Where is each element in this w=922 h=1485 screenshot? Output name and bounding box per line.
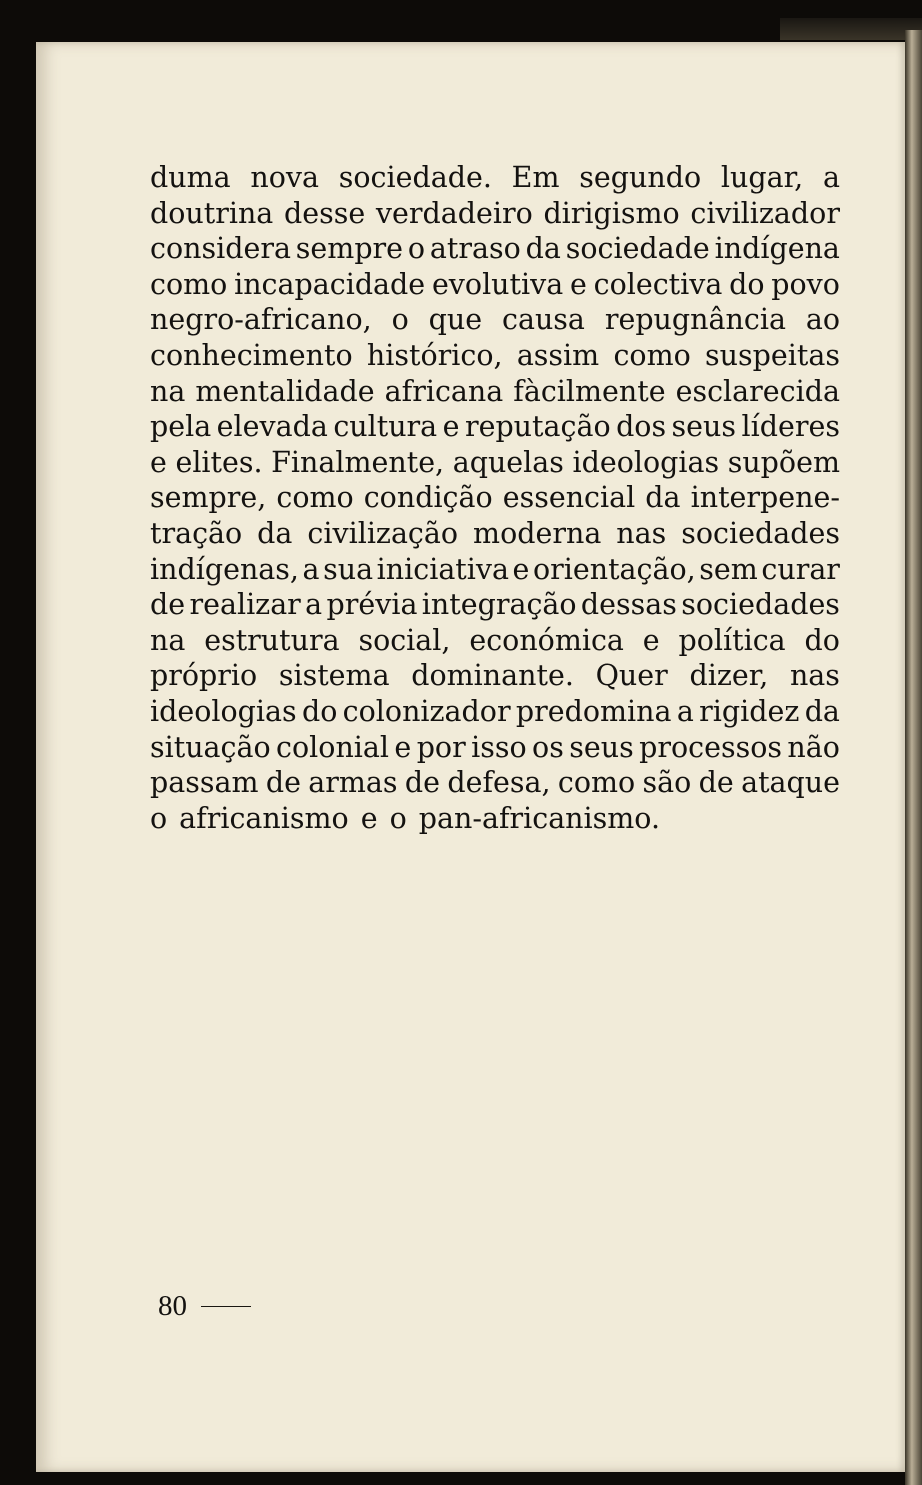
text-line: ideologias do colonizador predomina a rigidez da: [150, 694, 840, 728]
text-line: na mentalidade africana fàcilmente esclarecida: [150, 374, 840, 408]
text-line: indígenas, a sua iniciativa e orientação, sem curar: [150, 552, 840, 586]
page-number: 80: [158, 1290, 187, 1322]
page-footer: [158, 1290, 251, 1323]
text-line: na estrutura social, económica e política do: [150, 623, 840, 657]
text-line: próprio sistema dominante. Quer dizer, nas: [150, 659, 840, 693]
footer-rule: [201, 1306, 251, 1308]
text-line: como incapacidade evolutiva e colectiva do povo: [150, 267, 840, 301]
text-line: sempre, como condição essencial da interpene-: [150, 481, 840, 515]
text-line: considera sempre o atraso da sociedade indígena: [150, 232, 840, 266]
text-line: tração da civilização moderna nas sociedades: [150, 516, 840, 550]
text-line: duma nova sociedade. Em segundo lugar, a: [150, 161, 840, 194]
text-line: conhecimento histórico, assim como suspeitas: [150, 338, 840, 372]
text-line: de realizar a prévia integração dessas sociedades: [150, 588, 840, 622]
text-line: passam de armas de defesa, como são de ataque: [150, 766, 840, 800]
book-shadow-top: [780, 18, 922, 40]
text-line: negro-africano, o que causa repugnância ao: [150, 303, 840, 337]
text-line: o africanismo e o pan-africanismo.: [150, 801, 661, 835]
text-line: situação colonial e por isso os seus processos não: [150, 730, 840, 764]
text-line: pela elevada cultura e reputação dos seus líderes: [150, 410, 840, 444]
book-page-edge: [905, 30, 922, 1485]
text-line: doutrina desse verdadeiro dirigismo civilizador: [150, 196, 840, 230]
text-line: e elites. Finalmente, aquelas ideologias supõem: [150, 445, 840, 479]
body-text: [150, 160, 840, 836]
